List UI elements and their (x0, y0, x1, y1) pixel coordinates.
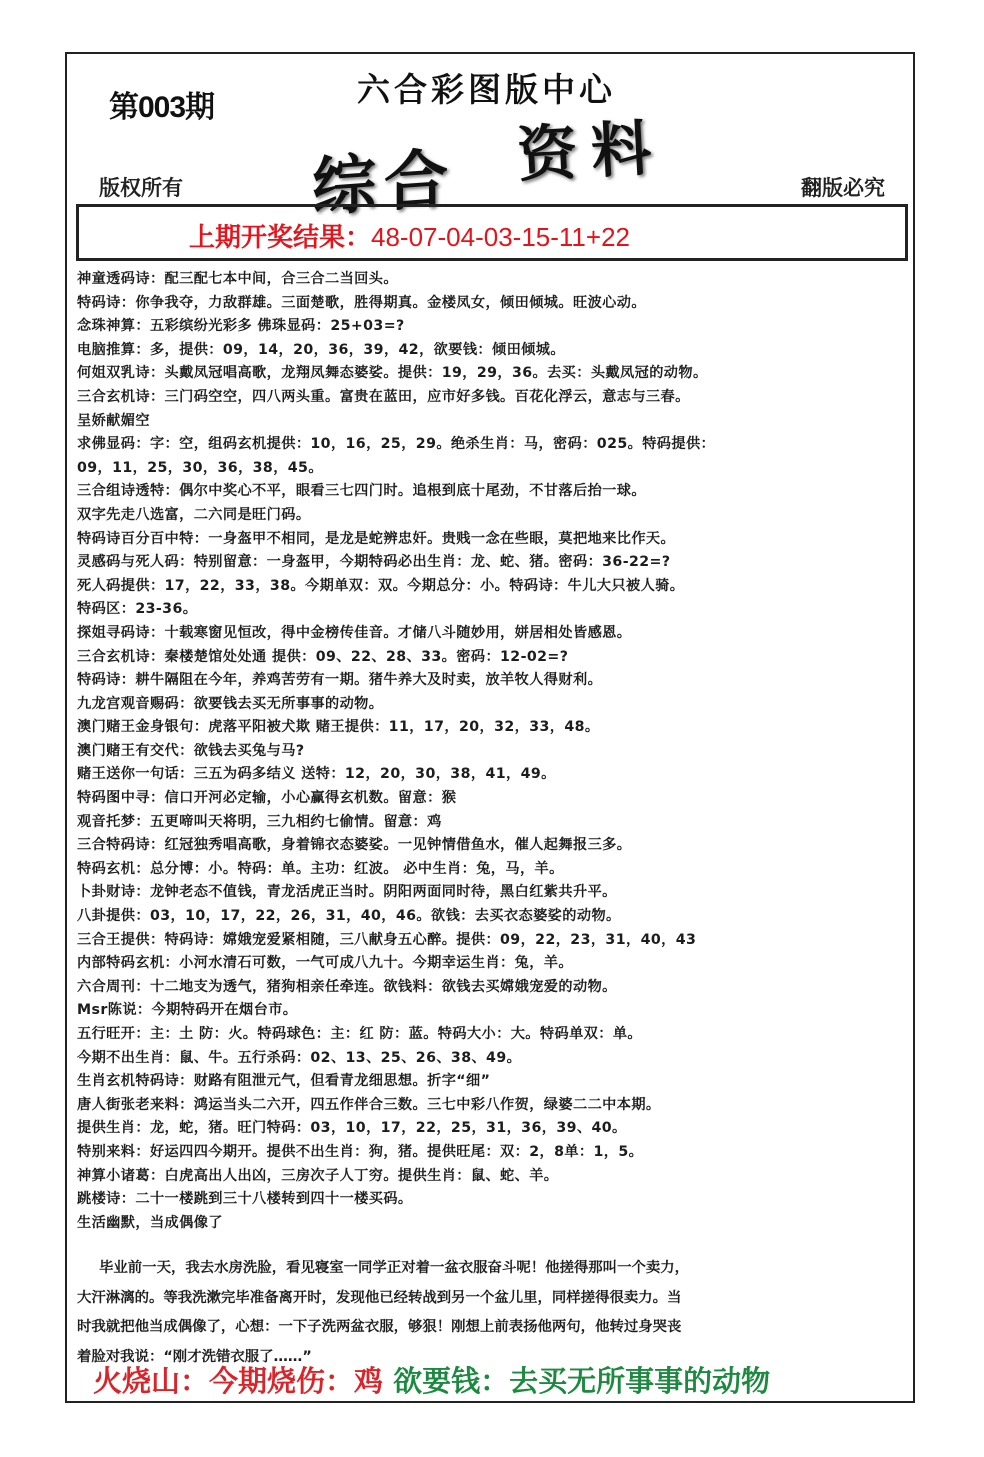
last-result-box (76, 204, 908, 261)
page-frame (65, 52, 915, 1403)
list-item: 灵感码与死人码：特别留意：一身盔甲，今期特码必出生肖：龙、蛇、猪。密码：36-22=? (77, 554, 671, 571)
story-line: 大汗淋漓的。等我洗漱完毕准备离开时，发现他已经转战到另一个盆儿里，同样搓得很卖力。当 (77, 1289, 682, 1306)
list-item: 神童透码诗：配三配七本中间，合三合二当回头。 (77, 271, 398, 287)
list-item: 特别来料：好运四四今期开。提供不出生肖：狗，猪。提供旺尾：双：2，8单：1，5。 (77, 1143, 644, 1160)
piracy-warning-tag: 翻版必究 (801, 176, 885, 200)
list-item: 电脑推算：多，提供：09，14，20，36，39，42，欲要钱：倾田倾城。 (77, 341, 565, 358)
list-item: 神算小诸葛：白虎高出人出凶，三房次子人丁穷。提供生肖：鼠、蛇、羊。 (77, 1167, 559, 1184)
list-item: 念珠神算：五彩缤纷光彩多 佛珠显码：25+03=? (77, 318, 405, 335)
banner-green-text: 欲要钱：去买无所事事的动物 (393, 1364, 771, 1398)
list-item: 六合周刊：十二地支为透气，猪狗相亲任牵连。欲钱料：欲钱去买嫦娥宠爱的动物。 (77, 978, 617, 995)
list-item: 双字先走八选富，二六同是旺门码。 (77, 506, 311, 523)
list-item: 八卦提供：03，10，17，22，26，31，40，46。欲钱：去买衣态婆娑的动物。 (77, 908, 621, 925)
list-item: 三合特码诗：红冠独秀唱高歌，身着锦衣态婆娑。一见钟情借鱼水，催人起舞报三多。 (77, 837, 632, 854)
list-item: 三合王提供：特码诗：嫦娥宠爱紧相随，三八献身五心醉。提供：09，22，23，31，40，43 (77, 931, 697, 948)
list-item: 求佛显码：字：空，组码玄机提供：10，16，25，29。绝杀生肖：马，密码：025。特码提供： (77, 436, 716, 453)
list-item: 三合玄机诗：三门码空空，四八两头重。富贵在蓝田，应市好多钱。百花化浮云，意志与三春。 (77, 388, 690, 405)
list-item: 九龙宫观音赐码：欲要钱去买无所事事的动物。 (77, 695, 384, 712)
list-item: 特码诗百分百中特：一身盔甲不相同，是龙是蛇辨忠奸。贵贱一念在些眼，莫把地来比作天。 (77, 530, 676, 547)
list-item: 特码图中寻：信口开河必定输，小心赢得玄机数。留意：猴 (77, 790, 457, 807)
list-item: 内部特码玄机：小河水清石可数，一气可成八九十。今期幸运生肖：兔，羊。 (77, 955, 573, 972)
list-item: Msr陈说：今期特码开在烟台市。 (77, 1002, 298, 1019)
main-title-part2: 资料 (515, 113, 667, 191)
copyright-tag: 版权所有 (99, 176, 183, 200)
list-item: 澳门赌王金身银句：虎落平阳被犬欺 赌王提供：11，17，20，32，33，48。 (77, 719, 600, 736)
humor-heading: 生活幽默，当成偶像了 (77, 1214, 223, 1231)
main-title-part1: 综合 (312, 140, 456, 227)
list-item: 澳门赌王有交代：欲钱去买兔与马? (77, 742, 305, 759)
list-item: 五行旺开：主：土 防：火。特码球色：主：红 防：蓝。特码大小：大。特码单双：单。 (77, 1026, 643, 1042)
story-line: 毕业前一天，我去水房洗脸，看见寝室一同学正对着一盆衣服奋斗呢！他搓得那叫一个卖力， (99, 1260, 690, 1276)
list-item: 赌王送你一句话：三五为码多结义 送特：12，20，30，38，41，49。 (77, 766, 556, 783)
list-item: 跳楼诗：二十一楼跳到三十八楼转到四十一楼买码。 (77, 1191, 413, 1208)
banner-red-text: 火烧山：今期烧伤：鸡 (93, 1364, 384, 1398)
list-item: 特码诗：你争我夺，力敌群雄。三面楚歌，胜得期真。金楼凤女，倾田倾城。旺波心动。 (77, 294, 646, 311)
list-item: 观音托梦：五更啼叫天将明，三九相约七偷情。留意：鸡 (77, 813, 442, 830)
bottom-banner (93, 1359, 770, 1400)
list-item: 唐人街张老来料：鸿运当头二六开，四五作伴合三数。三七中彩八作贺，绿婆二二中本期。 (77, 1096, 661, 1113)
list-item: 三合组诗透特：偶尔中奖心不平，眼看三七四门时。追根到底十尾劲，不甘落后抬一球。 (77, 483, 646, 500)
list-item: 提供生肖：龙，蛇，猪。旺门特码：03，10，17，22，25，31，36，39、40。 (77, 1120, 627, 1137)
list-item: 死人码提供：17，22，33，38。今期单双：双。今期总分：小。特码诗：牛儿大只被人骑。 (77, 577, 685, 594)
list-item: 09，11，25，30，36，38，45。 (77, 459, 323, 476)
list-item: 三合玄机诗：秦楼楚馆处处通 提供：09、22、28、33。密码：12-02=? (77, 648, 569, 665)
issue-number: 第003期 (109, 91, 215, 124)
last-result-label: 上期开奖结果： (189, 222, 372, 252)
list-item: 何姐双乳诗：头戴凤冠唱高歌，龙翔凤舞态婆娑。提供：19，29，36。去买：头戴凤冠的动物。 (77, 365, 708, 382)
humor-story (77, 1254, 907, 1372)
story-line: 时我就把他当成偶像了，心想：一下子洗两盆衣服，够狠！刚想上前表扬他两句，他转过身哭丧 (77, 1319, 682, 1335)
last-result-numbers: 48-07-04-03-15-11+22 (371, 222, 630, 252)
story-line: 着脸对我说：“刚才洗错衣服了……” (77, 1348, 312, 1365)
list-item: 今期不出生肖：鼠、牛。五行杀码：02、13、25、26、38、49。 (77, 1049, 522, 1066)
list-item: 特码玄机：总分博：小。特码：单。主功：红波。 必中生肖：兔，马，羊。 (77, 860, 564, 877)
tips-list (77, 268, 912, 1235)
publisher-title: 六合彩图版中心 (357, 70, 616, 109)
list-item: 特码诗：耕牛隔阻在今年，养鸡苦劳有一期。猪牛养大及时卖，放羊牧人得财利。 (77, 672, 603, 689)
list-item: 探姐寻码诗：十载寒窗见恒改，得中金榜传佳音。才储八斗随妙用，姘居相处皆感恩。 (77, 624, 632, 641)
list-item: 生肖玄机特码诗：财路有阻泄元气，但看青龙细思想。折字“细” (77, 1073, 491, 1090)
list-item: 卜卦财诗：龙钟老态不值钱，青龙活虎正当时。阴阳两面同时待，黑白红紫共升平。 (77, 884, 617, 901)
last-result (189, 217, 630, 254)
list-item: 呈娇献媚空 (77, 412, 150, 429)
list-item: 特码区：23-36。 (77, 601, 198, 618)
